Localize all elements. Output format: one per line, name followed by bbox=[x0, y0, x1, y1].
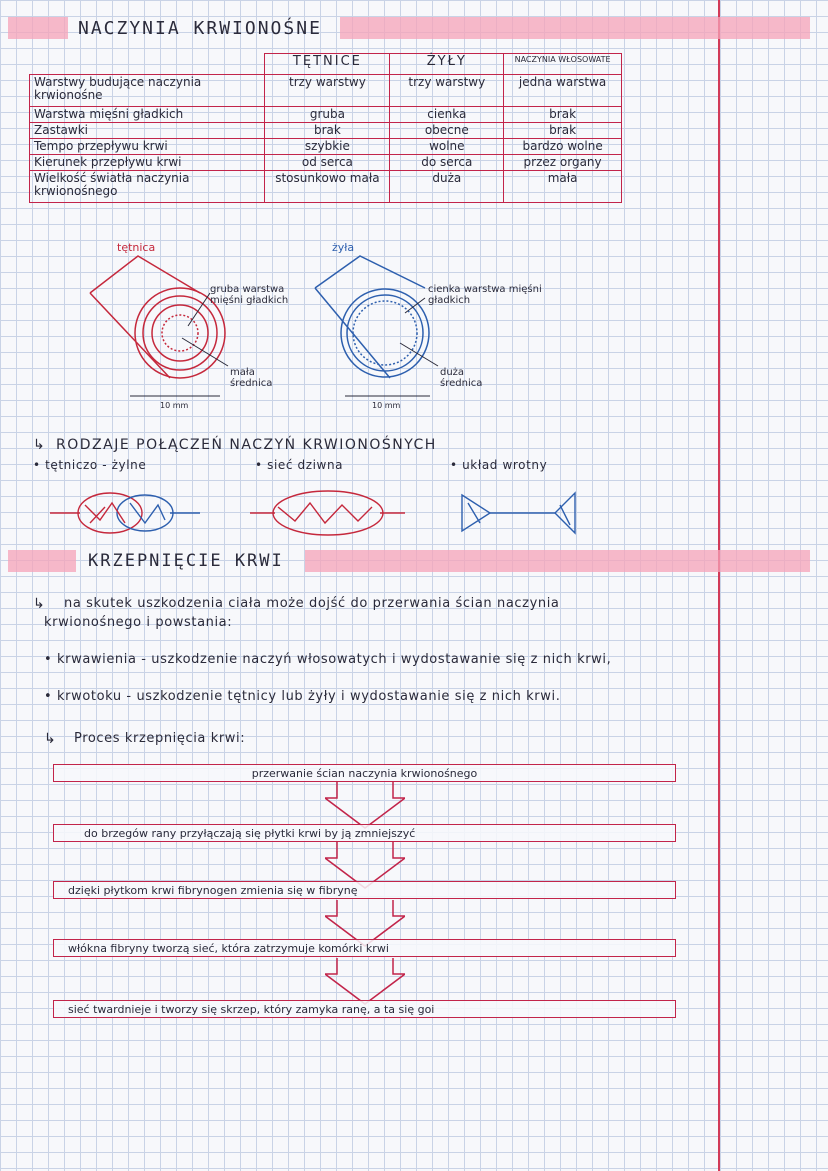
artery-wall-note: gruba warstwa mięśni gładkich bbox=[210, 284, 289, 306]
table-cell: wolne bbox=[390, 139, 504, 155]
bullet-bleeding-text: krwawienia - uszkodzenie naczyń włosowatych i wydostawanie się z nich krwi, bbox=[57, 652, 612, 667]
table-row bbox=[30, 107, 622, 123]
table-row bbox=[30, 123, 622, 139]
table-cell: stosunkowo mała bbox=[265, 171, 390, 203]
artery-label: tętnica bbox=[117, 241, 156, 254]
table-header-arteries: TĘTNICE bbox=[265, 54, 390, 75]
table-cell: brak bbox=[265, 123, 390, 139]
table-cell: trzy warstwy bbox=[390, 75, 504, 107]
table-row bbox=[30, 139, 622, 155]
vein-scale-label: 10 mm bbox=[372, 401, 401, 410]
title-highlight-right bbox=[340, 17, 810, 39]
table-cell: Wielkość światła naczynia krwionośnego bbox=[30, 171, 265, 203]
table-header-row bbox=[30, 54, 622, 75]
table-header-veins: ŻYŁY bbox=[390, 54, 504, 75]
section-title-clotting: KRZEPNIĘCIE KRWI bbox=[88, 551, 284, 571]
intro-line-2: krwionośnego i powstania: bbox=[44, 615, 233, 630]
process-step-3: dzięki płytkom krwi fibrynogen zmienia się w fibrynę bbox=[53, 881, 676, 899]
rete-mirabile-drawing bbox=[250, 491, 405, 535]
arteriovenous-drawing bbox=[50, 493, 200, 533]
table-header-empty bbox=[30, 54, 265, 75]
artery-lumen-note: mała średnica bbox=[230, 367, 273, 389]
table-cell: brak bbox=[504, 107, 622, 123]
section2-highlight-right bbox=[305, 550, 810, 572]
table-cell: obecne bbox=[390, 123, 504, 139]
portal-system-drawing bbox=[462, 493, 575, 533]
artery-scale-label: 10 mm bbox=[160, 401, 189, 410]
connection-types-diagram bbox=[50, 485, 610, 545]
table-header-capillaries: NACZYNIA WŁOSOWATE bbox=[504, 54, 622, 75]
connection-type-1: • tętniczo - żylne bbox=[33, 458, 147, 472]
process-flow-arrows bbox=[325, 780, 405, 1020]
table-cell: szybkie bbox=[265, 139, 390, 155]
table-cell: do serca bbox=[390, 155, 504, 171]
table-cell: brak bbox=[504, 123, 622, 139]
vessel-cross-section-diagram bbox=[60, 238, 580, 418]
process-step-1: przerwanie ścian naczynia krwionośnego bbox=[53, 764, 676, 782]
process-title: Proces krzepnięcia krwi: bbox=[74, 731, 246, 746]
connection-type-2-label: sieć dziwna bbox=[267, 458, 344, 472]
table-cell: przez organy bbox=[504, 155, 622, 171]
intro-arrow-icon: ↳ bbox=[33, 596, 46, 612]
connections-title: RODZAJE POŁĄCZEŃ NACZYŃ KRWIONOŚNYCH bbox=[56, 437, 437, 453]
vein-wall-note: cienka warstwa mięśni gładkich bbox=[428, 284, 542, 306]
table-row bbox=[30, 155, 622, 171]
title-highlight-left bbox=[8, 17, 68, 39]
section2-highlight-left bbox=[8, 550, 76, 572]
process-step-5: sieć twardnieje i tworzy się skrzep, który zamyka ranę, a ta się goi bbox=[53, 1000, 676, 1018]
vein-drawing bbox=[315, 256, 429, 378]
vessel-comparison-table bbox=[29, 53, 622, 203]
table-row bbox=[30, 171, 622, 203]
connection-type-2: • sieć dziwna bbox=[255, 458, 344, 472]
bullet-bleeding: • krwawienia - uszkodzenie naczyń włosowatych i wydostawanie się z nich krwi, bbox=[44, 652, 612, 667]
table-cell: duża bbox=[390, 171, 504, 203]
table-cell: jedna warstwa bbox=[504, 75, 622, 107]
vein-label: żyła bbox=[332, 241, 355, 254]
table-cell: Tempo przepływu krwi bbox=[30, 139, 265, 155]
table-cell: od serca bbox=[265, 155, 390, 171]
process-step-2: do brzegów rany przyłączają się płytki krwi by ją zmniejszyć bbox=[53, 824, 676, 842]
intro-line-1: na skutek uszkodzenia ciała może dojść do przerwania ścian naczynia bbox=[64, 596, 560, 611]
table-cell: bardzo wolne bbox=[504, 139, 622, 155]
table-cell: Warstwy budujące naczynia krwionośne bbox=[30, 75, 265, 107]
margin-line bbox=[718, 0, 720, 1171]
table-cell: trzy warstwy bbox=[265, 75, 390, 107]
bullet-hemorrhage: • krwotoku - uszkodzenie tętnicy lub żyły i wydostawanie się z nich krwi. bbox=[44, 689, 561, 704]
table-cell: cienka bbox=[390, 107, 504, 123]
bullet-hemorrhage-text: krwotoku - uszkodzenie tętnicy lub żyły i wydostawanie się z nich krwi. bbox=[57, 689, 561, 704]
connection-type-1-label: tętniczo - żylne bbox=[45, 458, 147, 472]
artery-drawing bbox=[90, 256, 225, 378]
process-arrow-icon: ↳ bbox=[44, 731, 57, 747]
table-row bbox=[30, 75, 622, 107]
connection-type-3-label: układ wrotny bbox=[462, 458, 548, 472]
vein-lumen-note: duża średnica bbox=[440, 367, 483, 389]
process-step-4: włókna fibryny tworzą sieć, która zatrzymuje komórki krwi bbox=[53, 939, 676, 957]
table-cell: mała bbox=[504, 171, 622, 203]
table-cell: gruba bbox=[265, 107, 390, 123]
table-cell: Zastawki bbox=[30, 123, 265, 139]
table-cell: Warstwa mięśni gładkich bbox=[30, 107, 265, 123]
connections-arrow-icon: ↳ bbox=[33, 437, 46, 453]
connection-type-3: • układ wrotny bbox=[450, 458, 548, 472]
table-cell: Kierunek przepływu krwi bbox=[30, 155, 265, 171]
section-title-vessels: NACZYNIA KRWIONOŚNE bbox=[78, 18, 322, 39]
